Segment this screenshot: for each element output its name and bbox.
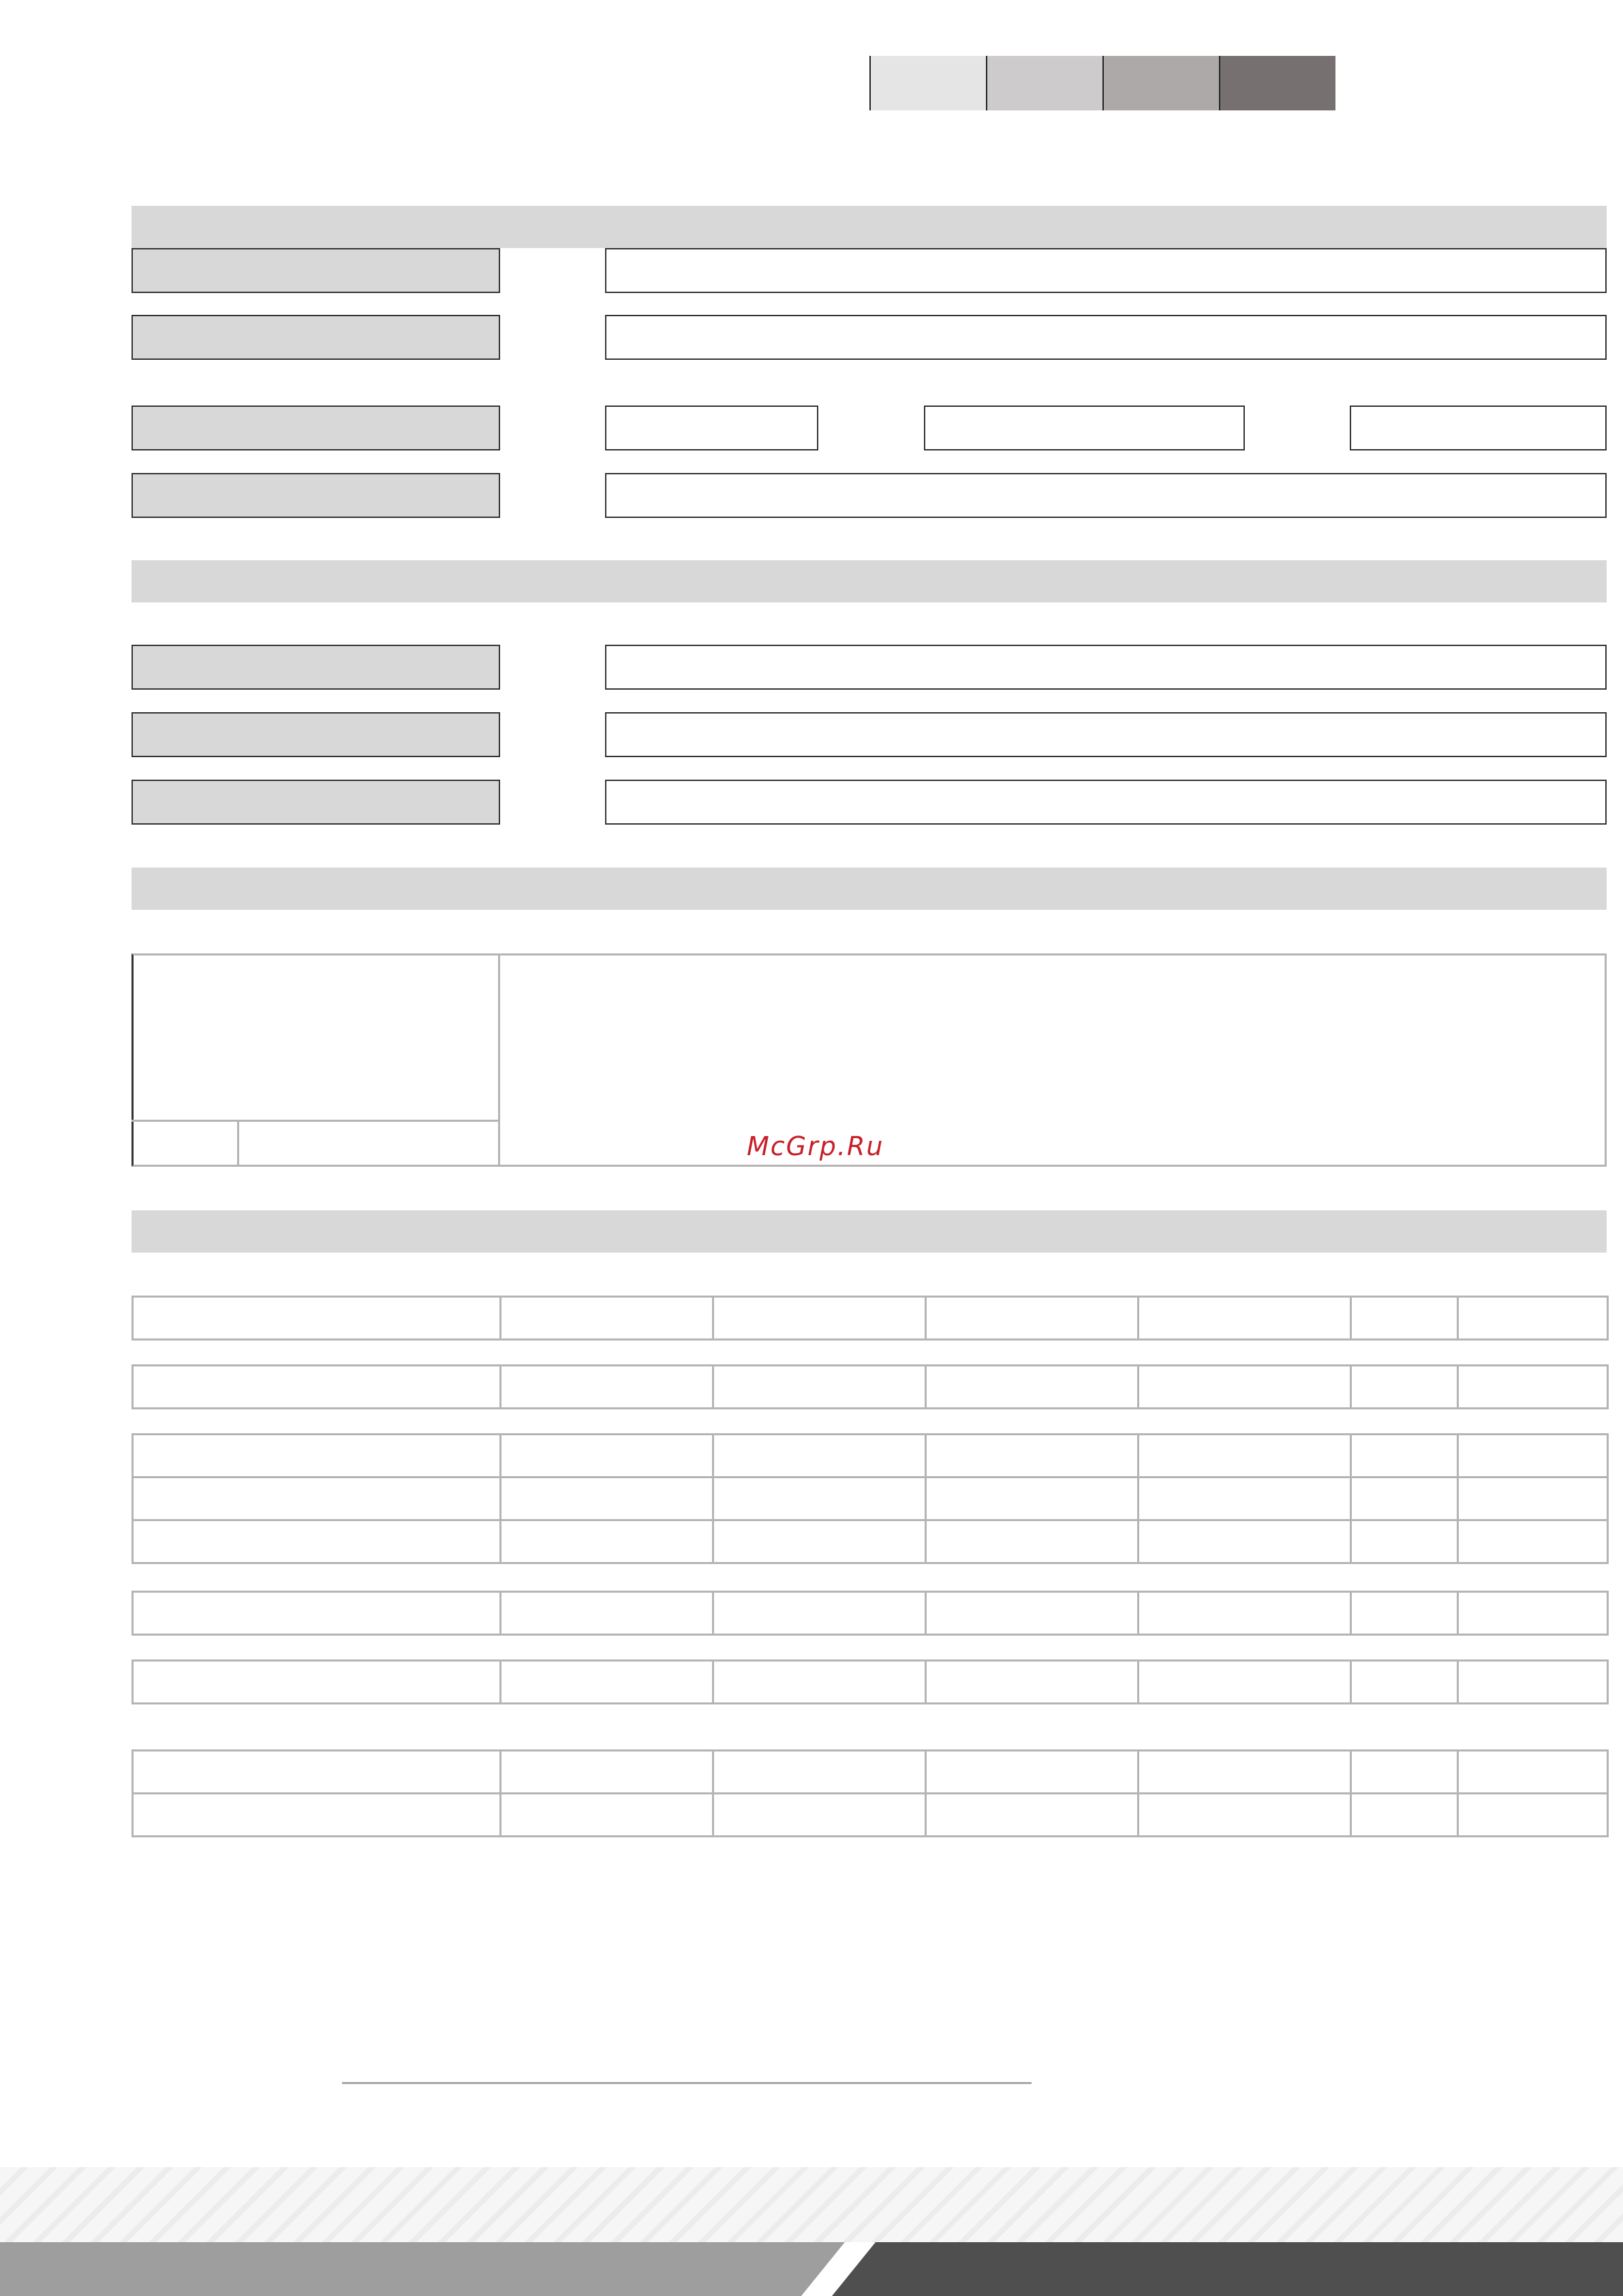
table-cell[interactable]: [1139, 1751, 1351, 1794]
photo-box: [132, 953, 500, 1167]
description-area[interactable]: [498, 953, 1607, 1167]
table-row: [133, 1751, 1608, 1794]
input-field-5[interactable]: [605, 645, 1607, 690]
section-header-4: [132, 1210, 1607, 1253]
table-cell[interactable]: [1351, 1366, 1458, 1409]
table-cell[interactable]: [713, 1661, 926, 1704]
table-cell[interactable]: [1139, 1794, 1351, 1837]
table-cell[interactable]: [926, 1366, 1139, 1409]
table-cell[interactable]: [713, 1435, 926, 1478]
table-cell[interactable]: [1458, 1478, 1608, 1520]
field-label-6: [132, 712, 500, 757]
table-cell[interactable]: [926, 1297, 1139, 1340]
table-cell[interactable]: [133, 1661, 501, 1704]
table-cell[interactable]: [1351, 1435, 1458, 1478]
table-group-3: [132, 1433, 1609, 1564]
table-cell[interactable]: [501, 1366, 713, 1409]
table-cell[interactable]: [1139, 1592, 1351, 1635]
table-row: [133, 1478, 1608, 1520]
field-label-1: [132, 248, 500, 293]
table-cell[interactable]: [1139, 1297, 1351, 1340]
field-label-7: [132, 780, 500, 825]
table-row: [133, 1661, 1608, 1704]
table-row: [133, 1435, 1608, 1478]
table-cell[interactable]: [1351, 1794, 1458, 1837]
table-cell[interactable]: [1458, 1435, 1608, 1478]
table-cell[interactable]: [1458, 1794, 1608, 1837]
table-cell[interactable]: [713, 1478, 926, 1520]
table-row: [133, 1366, 1608, 1409]
table-cell[interactable]: [133, 1520, 501, 1563]
input-field-1[interactable]: [605, 248, 1607, 293]
table-cell[interactable]: [133, 1478, 501, 1520]
table-cell[interactable]: [926, 1435, 1139, 1478]
footer-light-band: [0, 2242, 845, 2296]
input-field-6[interactable]: [605, 712, 1607, 757]
table-cell[interactable]: [501, 1751, 713, 1794]
table-cell[interactable]: [133, 1794, 501, 1837]
table-row: [133, 1297, 1608, 1340]
table-cell[interactable]: [926, 1478, 1139, 1520]
table-cell[interactable]: [713, 1794, 926, 1837]
table-cell[interactable]: [1458, 1520, 1608, 1563]
input-field-7[interactable]: [605, 780, 1607, 825]
table-group-1: [132, 1296, 1609, 1341]
input-field-3a[interactable]: [605, 405, 818, 450]
table-row: [133, 1520, 1608, 1563]
table-cell[interactable]: [501, 1520, 713, 1563]
table-cell[interactable]: [926, 1592, 1139, 1635]
table-cell[interactable]: [501, 1435, 713, 1478]
table-cell[interactable]: [133, 1297, 501, 1340]
table-cell[interactable]: [713, 1520, 926, 1563]
watermark-text: McGrp.Ru: [747, 1131, 884, 1161]
table-cell[interactable]: [926, 1661, 1139, 1704]
table-cell[interactable]: [1351, 1520, 1458, 1563]
table-cell[interactable]: [501, 1794, 713, 1837]
table-cell[interactable]: [713, 1751, 926, 1794]
table-cell[interactable]: [1351, 1661, 1458, 1704]
table-cell[interactable]: [1139, 1661, 1351, 1704]
table-group-6: [132, 1749, 1609, 1837]
footer-band: [0, 2242, 1623, 2296]
table-cell[interactable]: [713, 1592, 926, 1635]
input-field-3b[interactable]: [924, 405, 1245, 450]
footer-dark-band: [832, 2242, 1623, 2296]
table-cell[interactable]: [501, 1297, 713, 1340]
input-field-4[interactable]: [605, 473, 1607, 518]
table-cell[interactable]: [133, 1366, 501, 1409]
table-cell[interactable]: [501, 1661, 713, 1704]
table-cell[interactable]: [1458, 1661, 1608, 1704]
table-cell[interactable]: [1458, 1592, 1608, 1635]
table-cell[interactable]: [1351, 1478, 1458, 1520]
table-row: [133, 1592, 1608, 1635]
table-cell[interactable]: [1458, 1366, 1608, 1409]
table-group-5: [132, 1659, 1609, 1704]
field-label-3: [132, 405, 500, 450]
table-cell[interactable]: [713, 1366, 926, 1409]
section-header-3: [132, 868, 1607, 910]
table-cell[interactable]: [1351, 1592, 1458, 1635]
input-field-2[interactable]: [605, 315, 1607, 360]
color-swatch-1: [869, 56, 986, 110]
table-cell[interactable]: [1458, 1751, 1608, 1794]
table-cell[interactable]: [926, 1794, 1139, 1837]
photo-box-footer-divider: [132, 1120, 500, 1122]
input-field-3c[interactable]: [1350, 405, 1607, 450]
footer-stripe-pattern: [0, 2167, 1623, 2242]
table-cell[interactable]: [1351, 1751, 1458, 1794]
table-cell[interactable]: [1139, 1520, 1351, 1563]
color-swatch-3: [1102, 56, 1219, 110]
table-cell[interactable]: [501, 1592, 713, 1635]
table-cell[interactable]: [501, 1478, 713, 1520]
table-cell[interactable]: [133, 1435, 501, 1478]
table-cell[interactable]: [133, 1592, 501, 1635]
field-label-2: [132, 315, 500, 360]
table-cell[interactable]: [1139, 1366, 1351, 1409]
table-cell[interactable]: [1139, 1478, 1351, 1520]
table-cell[interactable]: [1351, 1297, 1458, 1340]
table-group-4: [132, 1591, 1609, 1636]
color-swatch-4: [1219, 56, 1335, 110]
signature-line: [342, 2082, 1032, 2084]
section-header-2: [132, 560, 1607, 602]
table-group-2: [132, 1364, 1609, 1409]
photo-box-footer-split: [237, 1120, 239, 1167]
table-cell[interactable]: [133, 1751, 501, 1794]
table-cell[interactable]: [926, 1751, 1139, 1794]
table-cell[interactable]: [926, 1520, 1139, 1563]
table-cell[interactable]: [1458, 1297, 1608, 1340]
field-label-4: [132, 473, 500, 518]
section-header-1: [132, 206, 1607, 248]
field-label-5: [132, 645, 500, 690]
table-row: [133, 1794, 1608, 1837]
table-cell[interactable]: [1139, 1435, 1351, 1478]
table-cell[interactable]: [713, 1297, 926, 1340]
color-swatch-2: [986, 56, 1102, 110]
